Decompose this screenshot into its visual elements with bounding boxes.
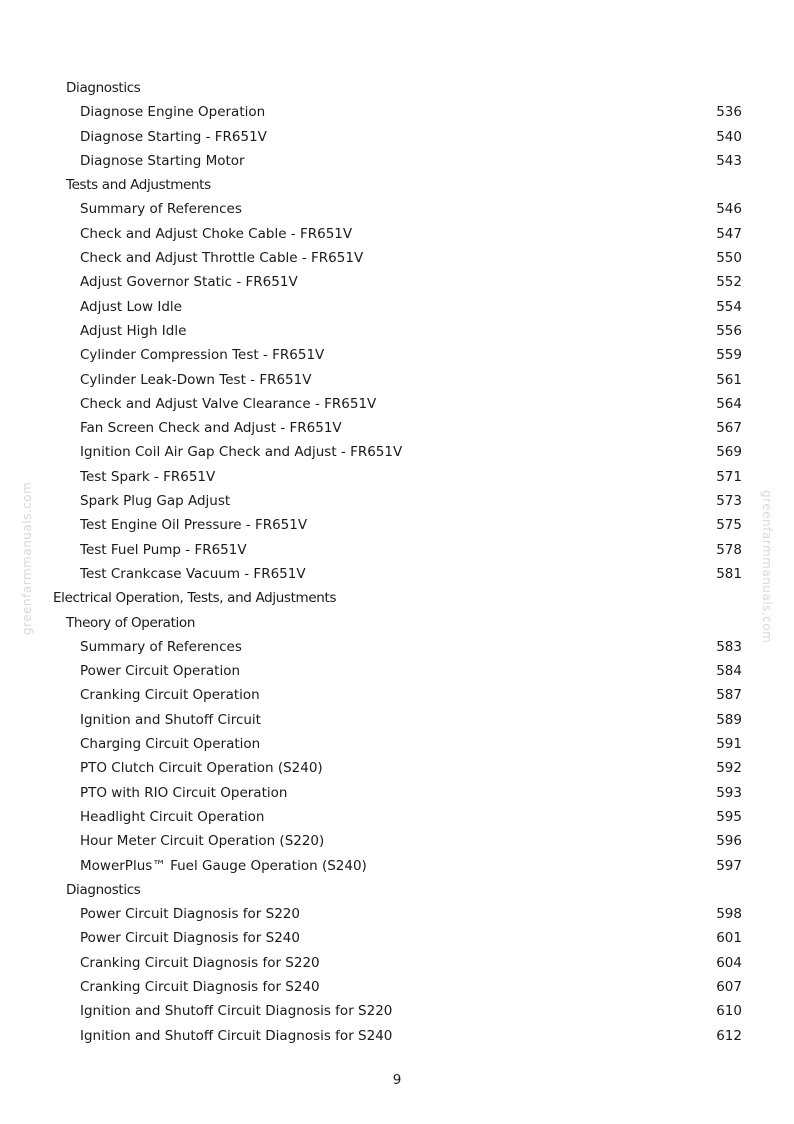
watermark-right: greenfarmmanuals.com [760, 490, 774, 644]
toc-entry[interactable] [0, 319, 794, 343]
toc-entry-page: 550 [716, 250, 742, 267]
toc-entry-title: Spark Plug Gap Adjust [80, 493, 231, 510]
toc-entry-page: 556 [716, 322, 742, 339]
toc-entry[interactable] [0, 999, 794, 1023]
toc-entry[interactable] [0, 489, 794, 513]
watermark-left: greenfarmmanuals.com [20, 481, 34, 635]
toc-heading [0, 76, 794, 100]
toc-heading [0, 878, 794, 902]
toc-entry[interactable] [0, 246, 794, 270]
toc-entry-page: 559 [716, 347, 742, 364]
toc-entry-title: MowerPlus™ Fuel Gauge Operation (S240) [80, 857, 367, 874]
toc-entry[interactable] [0, 805, 794, 829]
toc-entry-page: 571 [716, 468, 742, 485]
toc-entry[interactable] [0, 270, 794, 294]
toc-entry-title: Adjust Governor Static - FR651V [80, 274, 298, 291]
toc-entry-page: 597 [716, 857, 742, 874]
toc-entry-page: 578 [716, 541, 742, 558]
toc-entry-title: Power Circuit Diagnosis for S240 [80, 930, 300, 947]
toc-entry[interactable] [0, 683, 794, 707]
toc-entry-page: 604 [716, 954, 742, 971]
toc-entry[interactable] [0, 343, 794, 367]
toc-entry[interactable] [0, 416, 794, 440]
toc-entry[interactable] [0, 635, 794, 659]
toc-entry-page: 592 [716, 760, 742, 777]
toc-entry-title: Test Crankcase Vacuum - FR651V [80, 565, 306, 582]
toc-entry[interactable] [0, 562, 794, 586]
toc-entry-page: 564 [716, 395, 742, 412]
toc-entry-title: Ignition Coil Air Gap Check and Adjust - FR651V [80, 444, 403, 461]
toc-entry[interactable] [0, 902, 794, 926]
toc-entry-page: 575 [716, 517, 742, 534]
toc-entry-title: Power Circuit Diagnosis for S220 [80, 906, 300, 923]
toc-entry-title: Adjust High Idle [80, 322, 187, 339]
toc-entry-page: 547 [716, 225, 742, 242]
toc-entry-title: Test Engine Oil Pressure - FR651V [80, 517, 308, 534]
toc-entry-page: 569 [716, 444, 742, 461]
toc-entry-page: 573 [716, 493, 742, 510]
toc-entry[interactable] [0, 708, 794, 732]
toc-entry-page: 587 [716, 687, 742, 704]
toc-entry-page: 584 [716, 663, 742, 680]
toc-entry[interactable] [0, 392, 794, 416]
toc-entry-page: 552 [716, 274, 742, 291]
toc-entry[interactable] [0, 781, 794, 805]
toc-entry-title: Hour Meter Circuit Operation (S220) [80, 833, 325, 850]
toc-entry-title: PTO Clutch Circuit Operation (S240) [80, 760, 323, 777]
toc-entry[interactable] [0, 197, 794, 221]
toc-entry-title: Cylinder Compression Test - FR651V [80, 347, 325, 364]
toc-entry-page: 567 [716, 420, 742, 437]
toc-entry-page: 601 [716, 930, 742, 947]
table-of-contents [0, 76, 794, 1048]
toc-entry-page: 596 [716, 833, 742, 850]
toc-heading [0, 586, 794, 610]
toc-entry-page: 554 [716, 298, 742, 315]
toc-entry-page: 589 [716, 711, 742, 728]
toc-entry-title: Ignition and Shutoff Circuit Diagnosis for S240 [80, 1027, 393, 1044]
toc-entry[interactable] [0, 513, 794, 537]
toc-entry[interactable] [0, 975, 794, 999]
toc-entry[interactable] [0, 926, 794, 950]
toc-entry-title: Diagnostics [66, 881, 141, 898]
toc-entry-title: Ignition and Shutoff Circuit [80, 711, 261, 728]
toc-entry-title: Check and Adjust Valve Clearance - FR651V [80, 395, 377, 412]
toc-entry-title: Check and Adjust Choke Cable - FR651V [80, 225, 353, 242]
toc-entry[interactable] [0, 465, 794, 489]
toc-entry-title: Cylinder Leak-Down Test - FR651V [80, 371, 312, 388]
toc-entry-page: 536 [716, 104, 742, 121]
toc-entry[interactable] [0, 295, 794, 319]
toc-entry[interactable] [0, 368, 794, 392]
toc-entry[interactable] [0, 100, 794, 124]
toc-entry-page: 598 [716, 906, 742, 923]
toc-entry-page: 591 [716, 736, 742, 753]
toc-entry-page: 543 [716, 152, 742, 169]
toc-entry-title: Summary of References [80, 201, 242, 218]
toc-entry-title: Test Fuel Pump - FR651V [80, 541, 247, 558]
toc-entry[interactable] [0, 149, 794, 173]
toc-entry-title: Cranking Circuit Diagnosis for S240 [80, 978, 320, 995]
toc-entry[interactable] [0, 732, 794, 756]
toc-entry-title: Headlight Circuit Operation [80, 808, 265, 825]
toc-entry[interactable] [0, 1024, 794, 1048]
toc-entry-title: PTO with RIO Circuit Operation [80, 784, 288, 801]
toc-entry[interactable] [0, 854, 794, 878]
toc-entry-title: Ignition and Shutoff Circuit Diagnosis for S220 [80, 1003, 393, 1020]
toc-entry-title: Fan Screen Check and Adjust - FR651V [80, 420, 342, 437]
toc-entry-page: 612 [716, 1027, 742, 1044]
toc-entry-title: Charging Circuit Operation [80, 736, 261, 753]
toc-entry[interactable] [0, 538, 794, 562]
toc-entry-title: Cranking Circuit Diagnosis for S220 [80, 954, 320, 971]
toc-entry-title: Summary of References [80, 638, 242, 655]
toc-entry-title: Diagnose Starting Motor [80, 152, 245, 169]
toc-entry-title: Power Circuit Operation [80, 663, 241, 680]
toc-entry-title: Theory of Operation [66, 614, 196, 631]
toc-entry-page: 546 [716, 201, 742, 218]
toc-entry-page: 540 [716, 128, 742, 145]
toc-entry-page: 595 [716, 808, 742, 825]
toc-entry-page: 610 [716, 1003, 742, 1020]
toc-entry[interactable] [0, 222, 794, 246]
toc-entry-page: 607 [716, 978, 742, 995]
toc-entry[interactable] [0, 125, 794, 149]
toc-entry[interactable] [0, 756, 794, 780]
toc-entry-title: Diagnose Engine Operation [80, 104, 266, 121]
toc-entry-title: Cranking Circuit Operation [80, 687, 260, 704]
toc-entry-title: Diagnostics [66, 80, 141, 96]
toc-entry[interactable] [0, 440, 794, 464]
toc-heading [0, 173, 794, 197]
toc-entry-title: Diagnose Starting - FR651V [80, 128, 267, 145]
toc-entry[interactable] [0, 951, 794, 975]
toc-entry-title: Check and Adjust Throttle Cable - FR651V [80, 250, 364, 267]
toc-entry-title: Electrical Operation, Tests, and Adjustments [53, 590, 337, 607]
toc-entry-title: Adjust Low Idle [80, 298, 182, 315]
toc-entry-page: 561 [716, 371, 742, 388]
toc-entry-title: Tests and Adjustments [66, 177, 211, 194]
toc-entry-page: 593 [716, 784, 742, 801]
toc-entry[interactable] [0, 659, 794, 683]
toc-entry[interactable] [0, 829, 794, 853]
toc-entry-page: 583 [716, 638, 742, 655]
page-number: 9 [392, 1072, 402, 1088]
toc-heading [0, 611, 794, 635]
toc-entry-title: Test Spark - FR651V [80, 468, 216, 485]
toc-entry-page: 581 [716, 565, 742, 582]
